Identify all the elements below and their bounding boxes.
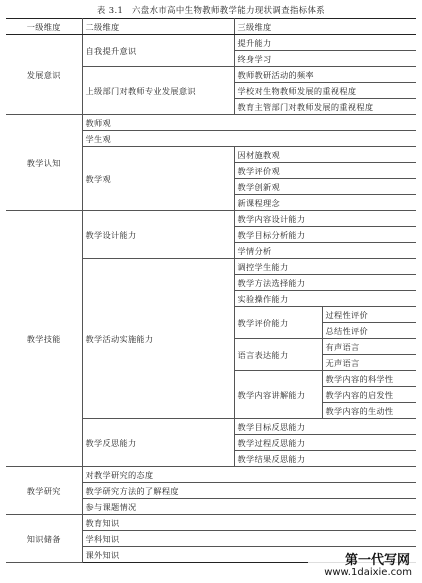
table-row [6,35,416,51]
sub-dimension: 自我提升意识 [82,35,234,67]
indicator: 终身学习 [234,51,416,67]
indicator: 教学过程反思能力 [234,435,416,451]
header-level-1: 一级维度 [6,19,82,35]
header-level-2: 二级维度 [82,19,234,35]
sub-dimension: 教学反思能力 [82,419,234,467]
indicator: 教学内容设计能力 [234,211,416,227]
sub-indicator: 过程性评价 [322,307,416,323]
dimension-fazhan: 发展意识 [6,35,82,115]
indicator: 教学结果反思能力 [234,451,416,467]
header-level-3: 三级维度 [234,19,416,35]
sub-indicator: 教学内容的启发性 [322,387,416,403]
sub-dimension: 教学研究方法的了解程度 [82,483,416,499]
sub-dimension: 对教学研究的态度 [82,467,416,483]
sub-dimension: 学科知识 [82,531,416,547]
watermark [308,547,418,583]
sub-dimension: 教学观 [82,147,234,211]
table-caption: 表 3.1 六盘水市高中生物教师教学能力现状调查指标体系 [96,5,326,15]
sub-dimension: 上级部门对教师专业发展意识 [82,67,234,115]
indicator: 教学目标反思能力 [234,419,416,435]
table-row [6,115,416,131]
watermark-title: 第一代写网 [344,553,410,568]
indicator: 调控学生能力 [234,259,416,275]
table-row [6,515,416,531]
indicator: 新课程理念 [234,195,416,211]
sub-indicator: 教学内容的科学性 [322,371,416,387]
table-row [6,467,416,483]
indicator: 学校对生物教师发展的重视程度 [234,83,416,99]
indicator: 教学内容讲解能力 [234,371,322,419]
indicator: 因材施教观 [234,147,416,163]
table-row [6,211,416,227]
dimension-yanjiu: 教学研究 [6,467,82,515]
dimension-zhishi: 知识储备 [6,515,82,563]
sub-indicator: 无声语言 [322,355,416,371]
sub-dimension: 教学活动实施能力 [82,259,234,419]
indicator: 教学评价能力 [234,307,322,339]
dimension-jineng: 教学技能 [6,211,82,467]
sub-dimension: 教师观 [82,115,416,131]
indicator: 语言表达能力 [234,339,322,371]
indicator: 教学评价观 [234,163,416,179]
indicator: 教学创新观 [234,179,416,195]
indicator: 教学方法选择能力 [234,275,416,291]
sub-dimension: 学生观 [82,131,416,147]
indicator-table [6,18,416,563]
sub-dimension: 参与课题情况 [82,499,416,515]
sub-dimension: 教学设计能力 [82,211,234,259]
indicator: 教师教研活动的频率 [234,67,416,83]
sub-dimension: 教育知识 [82,515,416,531]
table-header-row [6,19,416,35]
indicator: 提升能力 [234,35,416,51]
dimension-renzhi: 教学认知 [6,115,82,211]
sub-indicator: 总结性评价 [322,323,416,339]
indicator: 教育主管部门对教师发展的重视程度 [234,99,416,115]
sub-indicator: 有声语言 [322,339,416,355]
indicator: 实验操作能力 [234,291,416,307]
indicator: 学情分析 [234,243,416,259]
sub-dimension: 课外知识 [82,547,416,563]
indicator: 教学目标分析能力 [234,227,416,243]
watermark-url: www.1daixie.com [324,567,412,578]
sub-indicator: 教学内容的生动性 [322,403,416,419]
